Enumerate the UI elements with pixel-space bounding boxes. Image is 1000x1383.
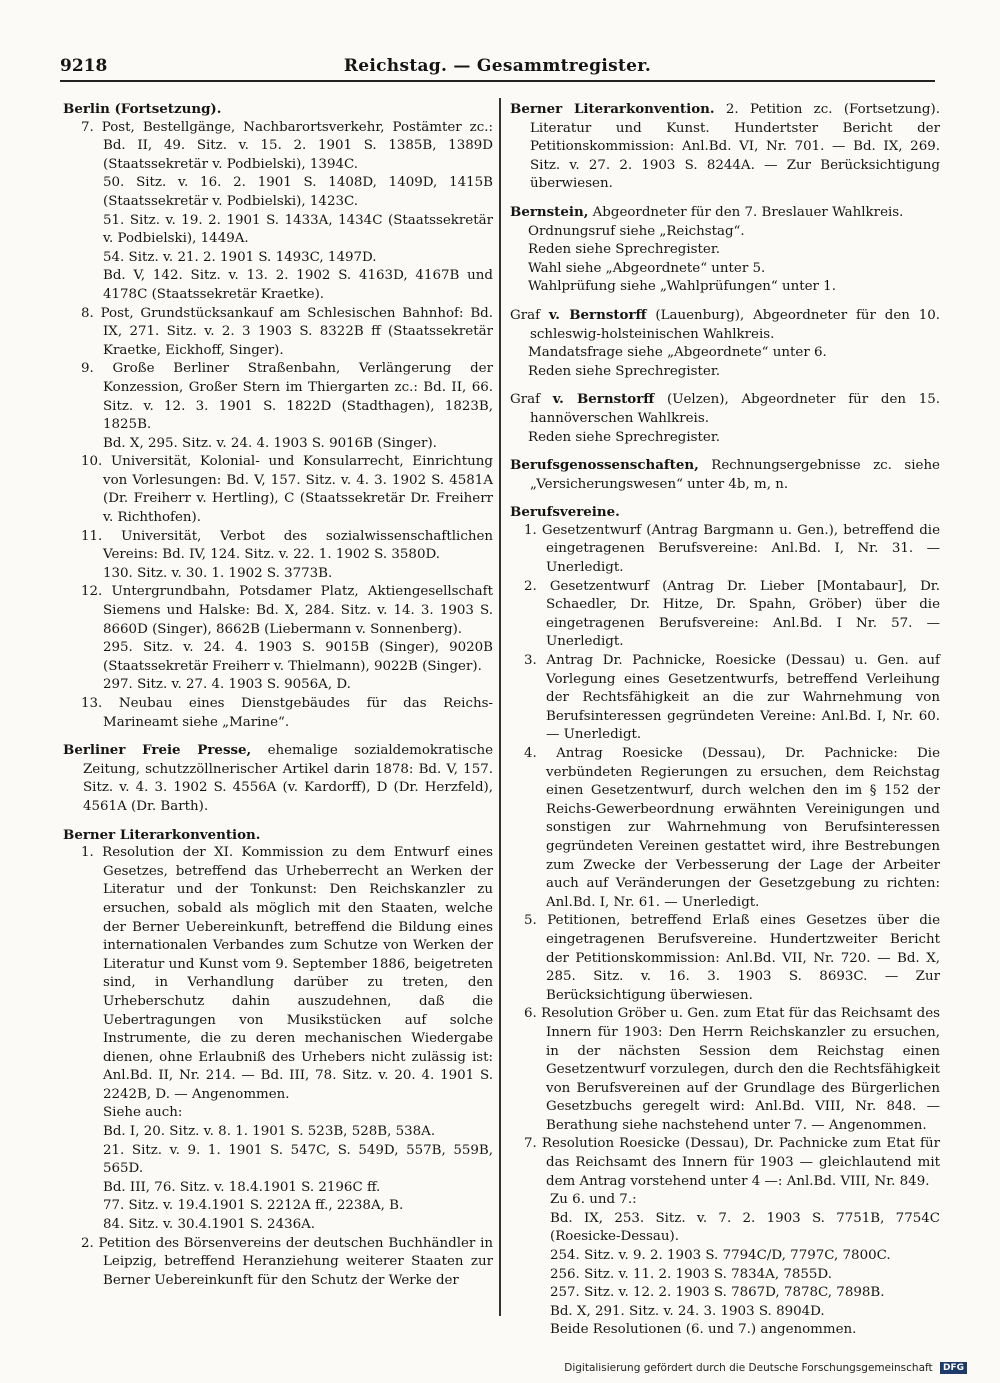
reference-line: 84. Sitz. v. 30.4.1901 S. 2436A. — [103, 1217, 316, 1233]
entry-heading: Bernstein, — [510, 203, 589, 220]
reference-line: 21. Sitz. v. 9. 1. 1901 S. 547C, S. 549D, 557B, 559B, 565D. — [103, 1142, 493, 1177]
reference-line: Bd. X, 291. Sitz. v. 24. 3. 1903 S. 8904D. — [550, 1303, 825, 1319]
sub-line: Wahl siehe „Abgeordnete“ unter 5. — [528, 260, 766, 276]
list-item: Bd. X, 295. Sitz. v. 24. 4. 1903 S. 9016B (Singer). — [103, 435, 437, 451]
list-item: 4. Antrag Roesicke (Dessau), Dr. Pachnicke: Die verbündeten Regierungen zu ersuchen, dem Reichstag einen Gesetzentwurf, durch welchen den im § 152 der Reichs-Gewerbeordnung erwähnten Vereinigungen und sonstigen zur Wahrnehmung von Berufsinteressen gegründeten Vereinen gestattet wird, ihre Bestrebungen zum Zwecke der Verbesserung der Lage der Arbeiter auch auf Veränderungen der Gesetzgebung zu richten: Anl.Bd. I, Nr. 61. — Unerledigt. — [524, 746, 940, 910]
entry-bernstein — [510, 203, 940, 297]
list-item: 50. Sitz. v. 16. 2. 1901 S. 1408D, 1409D, 1415B (Staatssekretär v. Podbielski), 1423C. — [103, 175, 493, 209]
see-also-label: Siehe auch: — [103, 1105, 183, 1121]
list-item: 2. Gesetzentwurf (Antrag Dr. Lieber [Montabaur], Dr. Schaedler, Dr. Hitze, Dr. Spahn, Gröber) über die eingetragenen Berufsvereine: Anl.Bd. I Nr. 57. — Unerledigt. — [524, 578, 940, 650]
entry-text — [510, 203, 940, 223]
page-header — [60, 56, 935, 82]
entry-berlin — [63, 100, 493, 732]
entry-heading: v. Bernstorff — [552, 391, 655, 408]
list-item: 10. Universität, Kolonial- und Konsularrecht, Einrichtung von Vorlesungen: Bd. V, 157. Sitz. v. 4. 3. 1902 S. 4581A (Dr. Freiherr v. Hertling), C (Staatssekretär Dr. Freiherr v. Richthofen). — [81, 454, 493, 526]
entry-heading: Berufsvereine. — [510, 504, 620, 521]
entry-text — [63, 741, 493, 816]
list-item: 8. Post, Grundstücksankauf am Schlesischen Bahnhof: Bd. IX, 271. Sitz. v. 2. 3 1903 S. 8322B ff (Staatssekretär Kraetke, Eickhoff, Singer). — [81, 305, 493, 358]
right-column — [510, 100, 940, 1338]
sub-line: Wahlprüfung siehe „Wahlprüfungen“ unter 1. — [528, 279, 836, 295]
list-item: 130. Sitz. v. 30. 1. 1902 S. 3773B. — [103, 565, 333, 581]
footer — [0, 1362, 1000, 1374]
entry-bernstorff-lauenburg — [510, 306, 940, 381]
sub-line: Reden siehe Sprechregister. — [528, 429, 721, 445]
reference-label: Zu 6. und 7.: — [550, 1192, 637, 1208]
entry-heading: Berlin (Fortsetzung). — [63, 101, 222, 117]
reference-line: 257. Sitz. v. 12. 2. 1903 S. 7867D, 7878C, 7898B. — [550, 1285, 885, 1301]
footer-credit: Digitalisierung gefördert durch die Deutsche Forschungsgemeinschaft — [564, 1362, 933, 1374]
entry-text — [510, 456, 940, 494]
list-item: 11. Universität, Verbot des sozialwissenschaftlichen Vereins: Bd. IV, 124. Sitz. v. 22. 1. 1902 S. 3580D. — [81, 528, 493, 563]
reference-line: 77. Sitz. v. 19.4.1901 S. 2212A ff., 2238A, B. — [103, 1198, 404, 1214]
entry-body: Rechnungsergebnisse zc. siehe „Versicherungswesen“ unter 4b, m, n. — [530, 458, 940, 492]
list-item: 5. Petitionen, betreffend Erlaß eines Gesetzes über die eingetragenen Berufsvereine. Hundertzweiter Bericht der Petitionskommission: Anl.Bd. VII, Nr. 720. — Bd. X, 285. Sitz. v. 16. 3. 1903 S. 8693C. — Zur Berücksichtigung überwiesen. — [524, 913, 940, 1003]
reference-line: Bd. III, 76. Sitz. v. 18.4.1901 S. 2196C ff. — [103, 1179, 381, 1195]
list-item: 3. Antrag Dr. Pachnicke, Roesicke (Dessau) u. Gen. auf Vorlegung eines Gesetzentwurfs, betreffend Verleihung der Rechtsfähigkeit an die zur Wahrnehmung von Berufsinteressen gegründeten Vereine: Anl.Bd. I, Nr. 60. — Unerledigt. — [524, 653, 940, 743]
list-item: Bd. V, 142. Sitz. v. 13. 2. 1902 S. 4163D, 4167B und 4178C (Staatssekretär Kraetke). — [103, 268, 493, 302]
sub-line: Reden siehe Sprechregister. — [528, 363, 721, 379]
running-title: Reichstag. — Gesammtregister. — [343, 56, 652, 76]
reference-line: Bd. I, 20. Sitz. v. 8. 1. 1901 S. 523B, 528B, 538A. — [103, 1124, 436, 1140]
list-item: 1. Gesetzentwurf (Antrag Bargmann u. Gen.), betreffend die eingetragenen Berufsvereine: Anl.Bd. I, Nr. 31. — Unerledigt. — [524, 522, 940, 576]
list-item: 1. Resolution der XI. Kommission zu dem Entwurf eines Gesetzes, betreffend das Urheberrecht an Werken der Literatur und der Tonkunst: Den Reichskanzler zu ersuchen, sobald als möglich mit den Staaten, welche der Berner Uebereinkunft, betreffend die Bildung eines internationalen Verbandes zum Schutze von Werken der Literatur und Kunst vom 9. September 1886, beigetreten sind, in Verhandlung darüber zu treten, den Urheberschutz dahin auszudehnen, daß die Uebertragungen von Musikstücken auf solche Instrumente, die zu deren mechanischen Wiedergabe dienen, ohne Erlaubniß des Urhebers nicht zulässig ist: Anl.Bd. II, Nr. 214. — Bd. III, 78. Sitz. v. 20. 4. 1901 S. 2242B, D. — Angenommen. — [81, 845, 493, 1102]
list-item: 13. Neubau eines Dienstgebäudes für das Reichs-Marineamt siehe „Marine“. — [81, 696, 493, 730]
entry-heading: Berliner Freie Presse, — [63, 742, 252, 759]
entry-body: 2. Petition zc. (Fortsetzung). Literatur und Kunst. Hundertster Bericht der Petitionskommission: Anl.Bd. VI, Nr. 701. — Bd. IX, 269. Sitz. v. 27. 2. 1903 S. 8244A. — Zur Berücksichtigung überwiesen. — [530, 102, 940, 192]
entry-bernstorff-uelzen — [510, 390, 940, 447]
sub-line: Mandatsfrage siehe „Abgeordnete“ unter 6. — [528, 345, 827, 361]
reference-line: 256. Sitz. v. 11. 2. 1903 S. 7834A, 7855D. — [550, 1266, 832, 1282]
entry-text — [510, 306, 940, 344]
reference-line: Bd. IX, 253. Sitz. v. 7. 2. 1903 S. 7751B, 7754C (Roesicke-Dessau). — [550, 1210, 940, 1245]
entry-berliner-freie-presse — [63, 741, 493, 816]
page-number: 9218 — [60, 56, 108, 76]
dfg-logo-icon: DFG — [940, 1362, 967, 1374]
sub-line: Ordnungsruf siehe „Reichstag“. — [528, 223, 745, 239]
entry-body: (Lauenburg), Abgeordneter für den 10. schleswig-holsteinischen Wahlkreis. — [530, 307, 940, 342]
list-item: 297. Sitz. v. 27. 4. 1903 S. 9056A, D. — [103, 677, 351, 693]
entry-berufsvereine — [510, 503, 940, 1340]
list-item: 7. Resolution Roesicke (Dessau), Dr. Pachnicke zum Etat für das Reichsamt des Innern für 1903 — gleichlautend mit dem Antrag vorstehend unter 4 —: Anl.Bd. VIII, Nr. 849. — [524, 1136, 940, 1189]
entry-berufsgenossenschaften — [510, 456, 940, 494]
left-column — [63, 100, 493, 1310]
entry-heading: v. Bernstorff — [548, 306, 647, 323]
list-item: 7. Post, Bestellgänge, Nachbarortsverkehr, Postämter zc.: Bd. II, 49. Sitz. v. 15. 2. 1901 S. 1385B, 1389D (Staatssekretär v. Podbielski), 1394C. — [81, 119, 493, 172]
closing-line: Beide Resolutionen (6. und 7.) angenommen. — [550, 1322, 857, 1338]
entry-berner-literarkonvention — [63, 826, 493, 1291]
reference-line: 254. Sitz. v. 9. 2. 1903 S. 7794C/D, 7797C, 7800C. — [550, 1248, 891, 1264]
entry-body: (Uelzen), Abgeordneter für den 15. hannöverschen Wahlkreis. — [530, 392, 940, 426]
entry-text — [510, 390, 940, 428]
entry-body: Abgeordneter für den 7. Breslauer Wahlkreis. — [592, 204, 904, 220]
list-item: 6. Resolution Gröber u. Gen. zum Etat für das Reichsamt des Innern für 1903: Den Herrn Reichskanzler zu ersuchen, in der nächsten Session dem Reichstag einen Gesetzentwurf vorzulegen, durch den die Rechtsfähigkeit von Berufsvereinen auf der Grundlage des Bürgerlichen Gesetzbuchs geregelt wird: Anl.Bd. VIII, Nr. 848. — Berathung siehe nachstehend unter 7. — Angenommen. — [524, 1006, 940, 1133]
entry-prefix: Graf — [510, 392, 541, 408]
entry-heading: Berner Literarkonvention. — [510, 101, 715, 117]
list-item: 54. Sitz. v. 21. 2. 1901 S. 1493C, 1497D. — [103, 249, 377, 265]
list-item: 51. Sitz. v. 19. 2. 1901 S. 1433A, 1434C (Staatssekretär v. Podbielski), 1449A. — [103, 212, 493, 247]
list-item: 2. Petition des Börsenvereins der deutschen Buchhändler in Leipzig, betreffend Heranziehung weiterer Staaten zur Berner Uebereinkunft für den Schutz der Werke der — [81, 1235, 493, 1288]
entry-text — [510, 100, 940, 194]
list-item: 295. Sitz. v. 24. 4. 1903 S. 9015B (Singer), 9020B (Staatssekretär Freiherr v. Thielmann), 9022B (Singer). — [103, 640, 493, 674]
entry-berner-literarkonvention-cont — [510, 100, 940, 194]
entry-heading: Berner Literarkonvention. — [63, 826, 261, 843]
entry-prefix: Graf — [510, 307, 541, 323]
entry-heading: Berufsgenossenschaften, — [510, 457, 699, 474]
list-item: 9. Große Berliner Straßenbahn, Verlängerung der Konzession, Großer Stern im Thiergarten zc.: Bd. II, 66. Sitz. v. 12. 3. 1901 S. 1822D (Stadthagen), 1823B, 1825B. — [81, 361, 493, 433]
sub-line: Reden siehe Sprechregister. — [528, 242, 721, 258]
entry-body: ehemalige sozialdemokratische Zeitung, schutzzöllnerischer Artikel darin 1878: Bd. V, 157. Sitz. v. 4. 3. 1902 S. 4556A (v. Kardorff), D (Dr. Herzfeld), 4561A (Dr. Barth). — [83, 743, 493, 814]
column-divider — [499, 98, 501, 1316]
list-item: 12. Untergrundbahn, Potsdamer Platz, Aktiengesellschaft Siemens und Halske: Bd. X, 284. Sitz. v. 14. 3. 1903 S. 8660D (Singer), 8662B (Liebermann v. Sonnenberg). — [81, 584, 493, 637]
